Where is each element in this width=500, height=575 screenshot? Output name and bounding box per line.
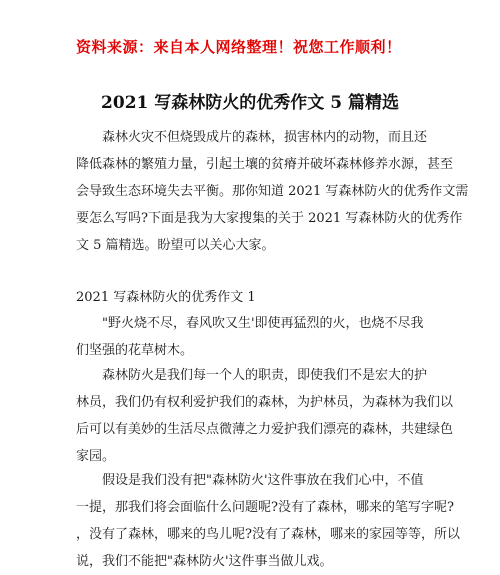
text-line: 说，我们不能把"森林防火'这件事当做儿戏。 bbox=[76, 554, 333, 569]
text-line: 们坚强的花草树木。 bbox=[76, 343, 194, 358]
text-line: 文 5 篇精选。盼望可以关心大家。 bbox=[76, 238, 275, 253]
text-line: ，没有了森林，哪来的鸟儿呢?没有了森林，哪来的家园等等，所以 bbox=[76, 527, 460, 542]
text-line: 一提，那我们将会面临什么问题呢?没有了森林，哪来的笔写字呢? bbox=[76, 500, 454, 515]
text-line: 2021 写森林防火的优秀作文 1 bbox=[76, 290, 256, 305]
essay-subtitle bbox=[76, 284, 426, 311]
text-line: 假设是我们没有把"森林防火'这件事放在我们心中，不值 bbox=[76, 473, 424, 488]
essay-paragraph-1 bbox=[76, 310, 426, 364]
text-line: 森林火灾不但烧毁成片的森林，损害林内的动物，而且还 bbox=[76, 130, 428, 145]
essay-paragraph-2 bbox=[76, 362, 454, 470]
source-note: 资料来源：来自本人网络整理！祝您工作顺利！ bbox=[76, 38, 402, 56]
text-line: 林员，我们仍有权利爱护我们的森林，为护林员，为森林为我们以 bbox=[76, 395, 454, 410]
text-line: 会导致生态环境失去平衡。那你知道 2021 写森林防火的优秀作文需 bbox=[76, 184, 469, 199]
text-line: 要怎么写吗?下面是我为大家搜集的关于 2021 写森林防火的优秀作 bbox=[76, 211, 463, 226]
essay-paragraph-3 bbox=[76, 467, 460, 575]
text-line: 后可以有美妙的生活尽点微薄之力爱护我们漂亮的森林，共建绿色 bbox=[76, 422, 454, 437]
text-line: 家园。 bbox=[76, 449, 116, 464]
text-line: 降低森林的繁殖力量，引起土壤的贫瘠并破坏森林修养水源，甚至 bbox=[76, 157, 454, 172]
text-line: 森林防火是我们每一个人的职责，即使我们不是宏大的护 bbox=[76, 368, 428, 383]
intro-paragraph bbox=[76, 124, 469, 259]
text-line: "野火烧不尽，春风吹又生'即使再猛烈的火，也烧不尽我 bbox=[76, 316, 424, 331]
document-title: 2021 写森林防火的优秀作文 5 篇精选 bbox=[101, 93, 399, 113]
